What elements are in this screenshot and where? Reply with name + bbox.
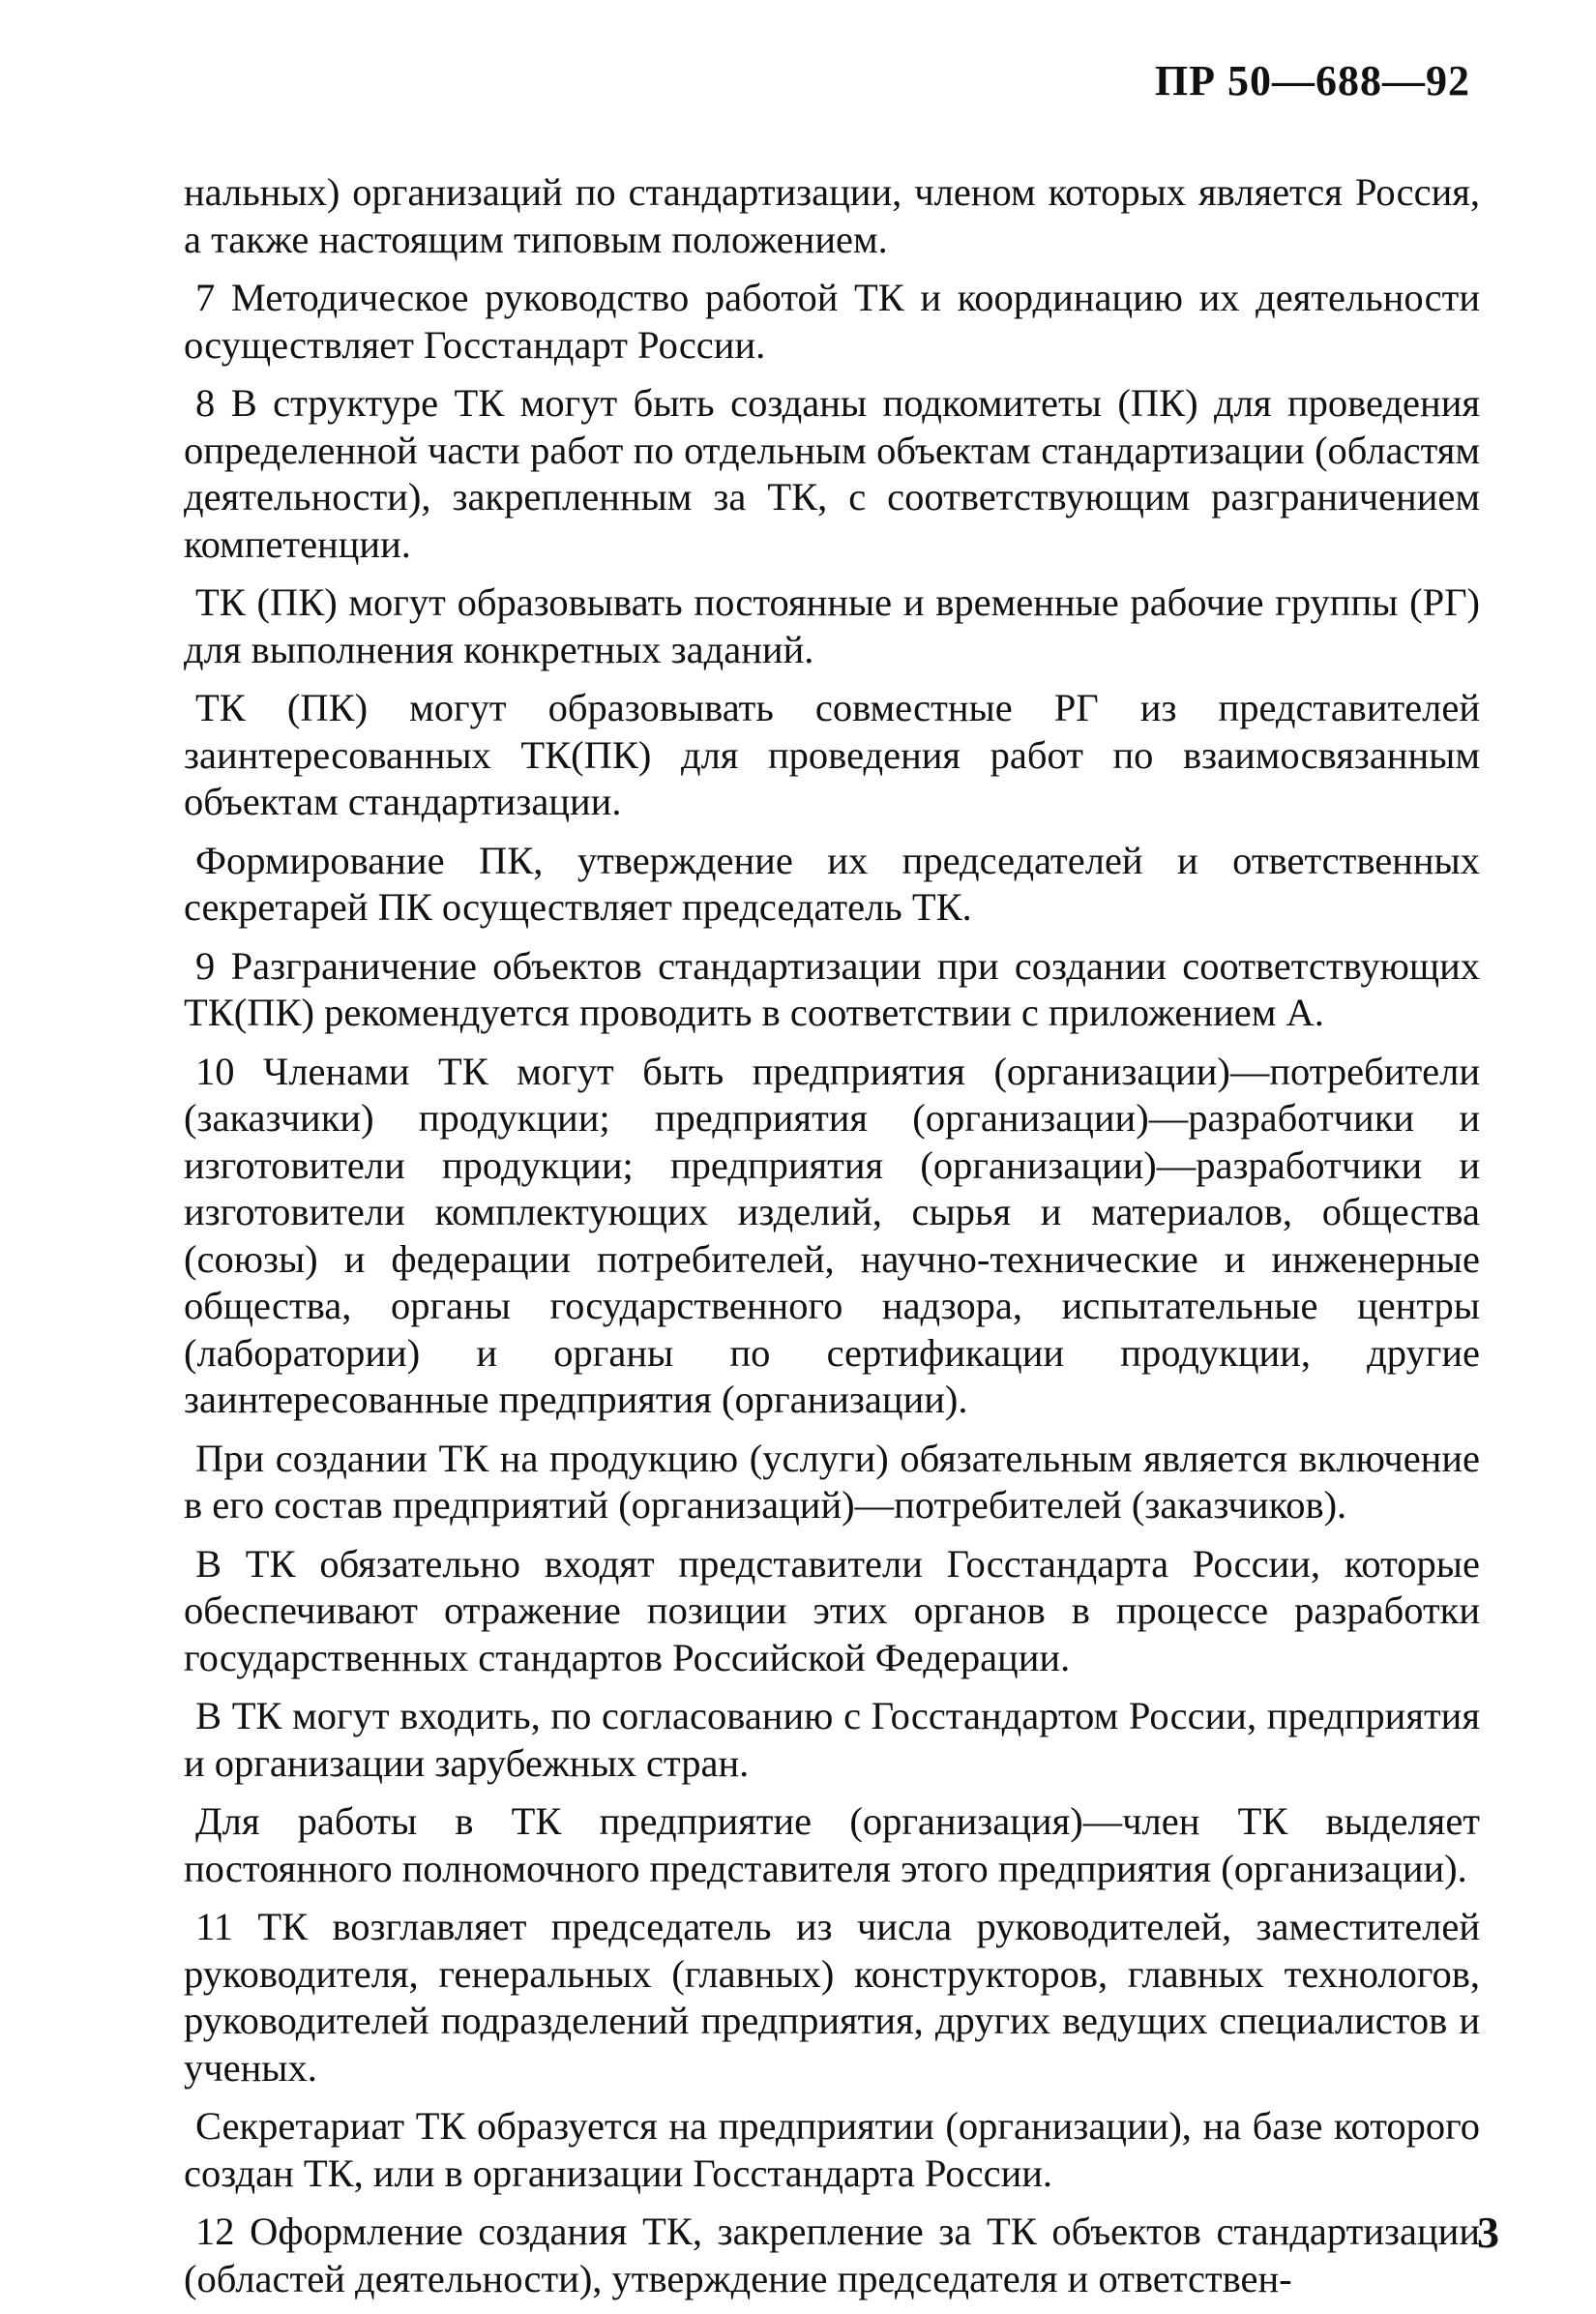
paragraph-clause-8: 8 В структуре ТК могут быть созданы подкомитеты (ПК) для проведения определенной части работ по отдельным объектам стандартизации (областям деятельности), закрепленным за ТК, с соответствующим разграничением компетенции. bbox=[184, 381, 1480, 566]
paragraph-secretariat: Секретариат ТК образуется на предприятии (организации), на базе которого создан ТК, или в организации Госстандарта России. bbox=[184, 2104, 1480, 2195]
paragraph-foreign-organizations: В ТК могут входить, по согласованию с Госстандартом России, предприятия и организации зарубежных стран. bbox=[184, 1694, 1480, 1785]
paragraph-joint-working-groups: ТК (ПК) могут образовывать совместные РГ из представителей заинтересованных ТК(ПК) для проведения работ по взаимосвязанным объектам стандартизации. bbox=[184, 686, 1480, 823]
paragraph-working-groups: ТК (ПК) могут образовывать постоянные и временные рабочие группы (РГ) для выполнения конкретных заданий. bbox=[184, 580, 1480, 671]
document-code-header: ПР 50—688—92 bbox=[1154, 57, 1470, 104]
paragraph-clause-9: 9 Разграничение объектов стандартизации при создании соответствующих ТК(ПК) рекомендуется проводить в соответствии с приложением А. bbox=[184, 943, 1480, 1034]
page-body-text bbox=[184, 169, 1480, 2314]
paragraph-continuation: нальных) организаций по стандартизации, членом которых является Россия, а также настоящим типовым положением. bbox=[184, 170, 1480, 261]
paragraph-permanent-representative: Для работы в ТК предприятие (организация)—член ТК выделяет постоянного полномочного представителя этого предприятия (организации). bbox=[184, 1799, 1480, 1890]
paragraph-subcommittee-formation: Формирование ПК, утверждение их председателей и ответственных секретарей ПК осуществляет председатель ТК. bbox=[184, 838, 1480, 929]
paragraph-clause-7: 7 Методическое руководство работой ТК и координацию их деятельности осуществляет Госстандарт России. bbox=[184, 276, 1480, 367]
paragraph-consumers-inclusion: При создании ТК на продукцию (услуги) обязательным является включение в его состав предприятий (организаций)—потребителей (заказчиков). bbox=[184, 1436, 1480, 1527]
paragraph-clause-12: 12 Оформление создания ТК, закрепление за ТК объектов стандартизации (областей деятельности), утверждение председателя и ответствен- bbox=[184, 2210, 1480, 2300]
page-number: 3 bbox=[1477, 2208, 1499, 2257]
paragraph-clause-10: 10 Членами ТК могут быть предприятия (организации)—потребители (заказчики) продукции; предприятия (организации)—разработчики и изготовители продукции; предприятия (организации)—разработчики и изготовители комплектующих изделий, сырья и материалов, общества (союзы) и федерации потребителей, научно-технические и инженерные общества, органы государственного надзора, испытательные центры (лаборатории) и органы по сертификации продукции, другие заинтересованные предприятия (организации). bbox=[184, 1049, 1480, 1421]
paragraph-gosstandart-representatives: В ТК обязательно входят представители Госстандарта России, которые обеспечивают отражение позиции этих органов в процессе разработки государственных стандартов Российской Федерации. bbox=[184, 1541, 1480, 1679]
paragraph-clause-11: 11 ТК возглавляет председатель из числа руководителей, заместителей руководителя, генеральных (главных) конструкторов, главных технологов, руководителей подразделений предприятия, других ведущих специалистов и ученых. bbox=[184, 1905, 1480, 2090]
